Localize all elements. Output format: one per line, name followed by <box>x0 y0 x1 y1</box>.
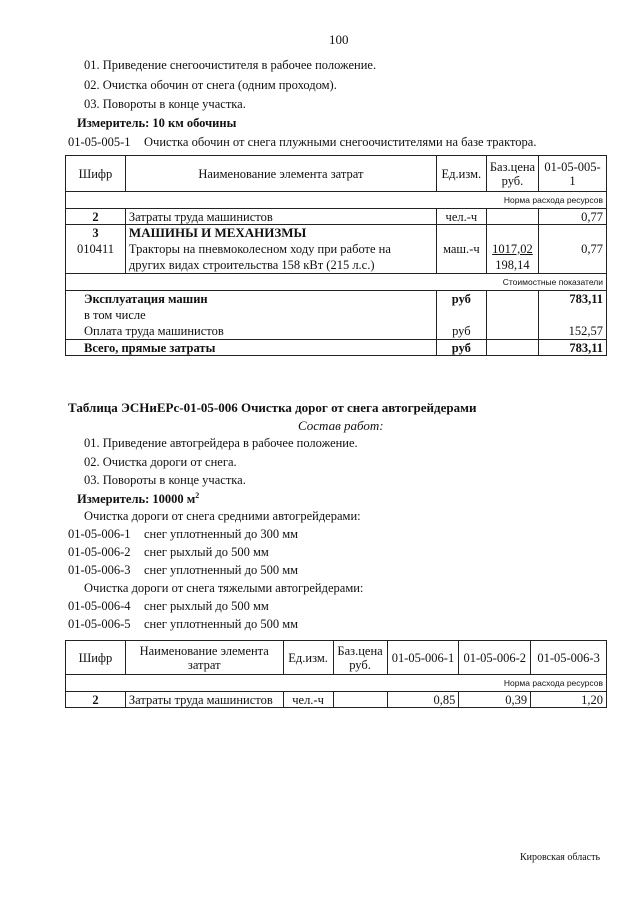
machine-value: 0,77 <box>581 242 603 256</box>
measure-2-text: Измеритель: 10000 м <box>77 492 196 507</box>
exploit-name: Эксплуатация машин <box>84 292 208 306</box>
footer-region: Кировская область <box>520 852 601 863</box>
table-1-header <box>66 156 607 192</box>
t2-header-name: Наименование элемента затрат <box>125 641 283 675</box>
header-code: Шифр <box>66 156 126 192</box>
header-col: 01-05-005-1 <box>539 156 607 192</box>
wage-value: 152,57 <box>568 324 603 338</box>
table-row <box>66 692 607 708</box>
cost-label: Стоимостные показатели <box>66 274 607 291</box>
labor-price <box>486 209 538 225</box>
section-code: 3 <box>92 226 99 240</box>
t2-header-c2: 01-05-006-2 <box>459 641 531 675</box>
header-unit: Ед.изм. <box>436 156 486 192</box>
machine-unit: маш.-ч <box>443 242 480 256</box>
item-b2-text: снег уплотненный до 500 мм <box>144 617 299 631</box>
item-1-code: 01-05-005-1 <box>68 135 131 149</box>
measure-1: Измеритель: 10 км обочины <box>77 116 237 130</box>
header-name: Наименование элемента затрат <box>125 156 436 192</box>
t2-labor-code: 2 <box>66 692 126 708</box>
total-value: 783,11 <box>539 340 607 356</box>
table-2 <box>65 640 607 708</box>
item-b1-code: 01-05-006-4 <box>68 599 131 613</box>
exploit-value: 783,11 <box>569 292 603 306</box>
t2-header-c1: 01-05-006-1 <box>387 641 459 675</box>
exploit-unit: руб <box>451 292 471 306</box>
labor-unit: чел.-ч <box>436 209 486 225</box>
t2-norm-label: Норма расхода ресурсов <box>66 675 607 692</box>
wage-unit: руб <box>452 324 471 338</box>
table-row <box>66 340 607 356</box>
table-1 <box>65 155 607 356</box>
machine-code: 010411 <box>76 242 114 256</box>
step2-2: 02. Очистка дороги от снега. <box>84 455 237 469</box>
t2-labor-v1: 0,85 <box>387 692 459 708</box>
item-a2-text: снег рыхлый до 500 мм <box>144 545 269 559</box>
group-2-label: Очистка дороги от снега тяжелыми автогрейдерами: <box>84 581 364 595</box>
machine-name-2: других видах строительства 158 кВт (215 л.с.) <box>128 258 375 272</box>
t2-header-price: Баз.цена руб. <box>333 641 387 675</box>
header-price: Баз.цена руб. <box>486 156 538 192</box>
intro-step-3: 03. Повороты в конце участка. <box>84 97 246 111</box>
wage-name: Оплата труда машинистов <box>84 324 224 338</box>
labor-name: Затраты труда машинистов <box>125 209 436 225</box>
t2-labor-v3: 1,20 <box>531 692 607 708</box>
group-1-label: Очистка дороги от снега средними автогрейдерами: <box>84 509 361 523</box>
item-a1-code: 01-05-006-1 <box>68 527 131 541</box>
labor-code: 2 <box>66 209 126 225</box>
norm-label: Норма расхода ресурсов <box>66 192 607 209</box>
t2-header-unit: Ед.изм. <box>283 641 333 675</box>
total-name: Всего, прямые затраты <box>66 340 437 356</box>
item-a3-text: снег уплотненный до 500 мм <box>144 563 299 577</box>
table-2-header <box>66 641 607 675</box>
table-row <box>66 291 607 340</box>
page-number: 100 <box>329 32 349 47</box>
item-b1-text: снег рыхлый до 500 мм <box>144 599 269 613</box>
machine-price-1: 1017,02 <box>492 242 533 256</box>
item-a2-code: 01-05-006-2 <box>68 545 131 559</box>
t2-labor-v2: 0,39 <box>459 692 531 708</box>
t2-header-c3: 01-05-006-3 <box>531 641 607 675</box>
table-row <box>66 209 607 225</box>
section-title: МАШИНЫ И МЕХАНИЗМЫ <box>128 225 307 240</box>
step2-3: 03. Повороты в конце участка. <box>84 473 246 487</box>
composition-label: Состав работ: <box>298 418 384 433</box>
intro-step-1: 01. Приведение снегоочистителя в рабочее положение. <box>84 58 377 72</box>
t2-header-code: Шифр <box>66 641 126 675</box>
item-b2-code: 01-05-006-5 <box>68 617 131 631</box>
item-1-text: Очистка обочин от снега плужными снегоочистителями на базе трактора. <box>144 135 537 149</box>
table-2-title: Таблица ЭСНиЕРс-01-05-006 Очистка дорог от снега автогрейдерами <box>68 400 477 415</box>
intro-step-2: 02. Очистка обочин от снега (одним проходом). <box>84 78 337 92</box>
table-row <box>66 225 607 274</box>
measure-2-sup: 2 <box>195 491 200 500</box>
machine-name-1: Тракторы на пневмоколесном ходу при работе на <box>128 242 391 256</box>
item-a3-code: 01-05-006-3 <box>68 563 131 577</box>
item-a1-text: снег уплотненный до 300 мм <box>144 527 299 541</box>
t2-labor-name: Затраты труда машинистов <box>125 692 283 708</box>
measure-2 <box>77 491 199 507</box>
machine-price-2: 198,14 <box>495 258 530 272</box>
labor-value: 0,77 <box>539 209 607 225</box>
total-unit: руб <box>436 340 486 356</box>
step2-1: 01. Приведение автогрейдера в рабочее положение. <box>84 436 358 450</box>
incl-label: в том числе <box>84 308 146 322</box>
t2-labor-unit: чел.-ч <box>283 692 333 708</box>
